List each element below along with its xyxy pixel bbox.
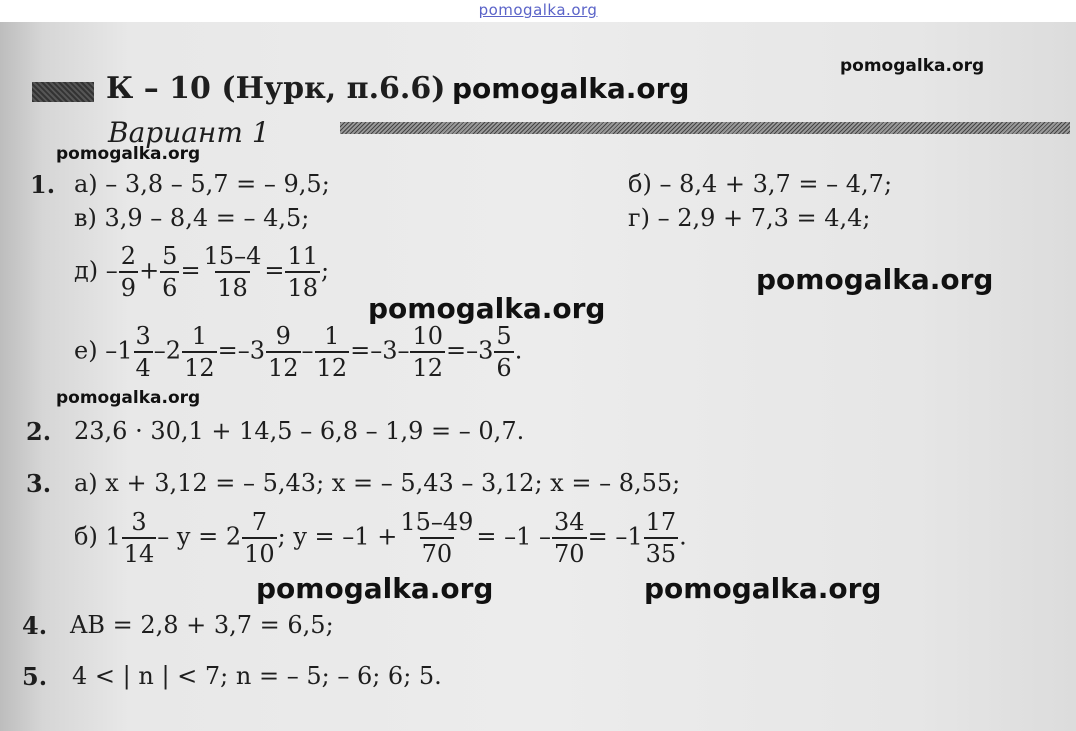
operator: = — [264, 256, 285, 285]
fraction — [398, 510, 475, 566]
denominator: 6 — [160, 271, 179, 300]
numerator: 5 — [496, 322, 512, 350]
fraction — [182, 324, 217, 380]
watermark: pomogalka.org — [56, 388, 201, 408]
numerator: 7 — [251, 508, 268, 536]
fraction — [202, 244, 264, 300]
denominator: 18 — [215, 271, 250, 300]
operator: – y = 2 — [157, 522, 242, 551]
fraction — [644, 510, 679, 566]
denominator: 70 — [420, 537, 455, 566]
equation-label: б) — [74, 522, 98, 551]
fraction — [134, 324, 153, 380]
operator: =–3 — [217, 336, 265, 365]
fraction — [119, 244, 138, 300]
problem-number: 4. — [22, 611, 48, 640]
operator: ; y = –1 + — [277, 522, 398, 551]
fraction — [410, 324, 445, 380]
numerator: 1 — [324, 322, 340, 350]
header-rule — [340, 122, 1070, 134]
watermark: pomogalka.org — [840, 56, 985, 76]
punctuation: ; — [321, 256, 330, 285]
operator: + — [139, 256, 160, 285]
numerator: 5 — [162, 242, 178, 270]
fraction — [122, 510, 157, 566]
denominator: 18 — [285, 271, 320, 300]
operator: = –1 – — [476, 522, 552, 551]
fraction — [315, 324, 350, 380]
equation-e — [74, 324, 522, 380]
problem-number: 3. — [26, 469, 52, 498]
equation-g: г) – 2,9 + 7,3 = 4,4; — [628, 204, 871, 232]
numerator: 1 — [191, 322, 207, 350]
watermark: pomogalka.org — [256, 572, 494, 605]
operator: – — [301, 336, 314, 365]
equation-d — [74, 244, 329, 300]
denominator: 14 — [122, 537, 157, 566]
watermark: pomogalka.org — [56, 144, 201, 164]
equation-a: а) – 3,8 – 5,7 = – 9,5; — [74, 170, 330, 198]
numerator: 3 — [135, 322, 151, 350]
page-title: К – 10 (Нурк, п.6.6) — [106, 71, 446, 106]
denominator: 9 — [119, 271, 138, 300]
watermark: pomogalka.org — [644, 572, 882, 605]
numerator: 2 — [120, 242, 137, 270]
fraction — [552, 510, 587, 566]
header-marker — [32, 82, 94, 102]
watermark: pomogalka.org — [368, 292, 606, 325]
equation-v: в) 3,9 – 8,4 = – 4,5; — [74, 204, 310, 232]
denominator: 12 — [182, 351, 217, 380]
problem-number: 2. — [26, 417, 52, 446]
operator: =–3– — [350, 336, 410, 365]
equation-2: 23,6 · 30,1 + 14,5 – 6,8 – 1,9 = – 0,7. — [74, 417, 525, 445]
fraction — [160, 244, 179, 300]
watermark: pomogalka.org — [756, 263, 994, 296]
denominator: 12 — [266, 351, 301, 380]
equation-label: д) — [74, 256, 99, 285]
problem-number: 5. — [22, 662, 48, 691]
denominator: 70 — [552, 537, 587, 566]
punctuation: . — [514, 336, 523, 365]
equation-4: AB = 2,8 + 3,7 = 6,5; — [70, 611, 334, 639]
operator: – — [105, 256, 118, 285]
numerator: 34 — [554, 508, 585, 536]
fraction — [494, 324, 513, 380]
numerator: 15–49 — [400, 508, 474, 536]
operator: –2 — [153, 336, 182, 365]
equation-label: е) — [74, 336, 98, 365]
whole-part: 1 — [105, 522, 121, 551]
denominator: 6 — [494, 351, 513, 380]
watermark: pomogalka.org — [452, 72, 690, 105]
operator: = –1 — [587, 522, 643, 551]
equation-b: б) – 8,4 + 3,7 = – 4,7; — [628, 170, 893, 198]
equation-3b — [74, 510, 687, 566]
equation-5: 4 < | n | < 7; n = – 5; – 6; 6; 5. — [72, 662, 442, 690]
top-site-link[interactable]: pomogalka.org — [478, 1, 598, 19]
scanned-page — [0, 22, 1076, 731]
operator: = — [180, 256, 201, 285]
equation-3a: а) x + 3,12 = – 5,43; x = – 5,43 – 3,12; x = – 8,55; — [74, 469, 681, 497]
fraction — [285, 244, 320, 300]
numerator: 15–4 — [203, 242, 262, 270]
denominator: 12 — [315, 351, 350, 380]
denominator: 12 — [410, 351, 445, 380]
denominator: 35 — [644, 537, 679, 566]
numerator: 9 — [275, 322, 291, 350]
problem-number: 1. — [30, 170, 56, 199]
numerator: 3 — [131, 508, 147, 536]
variant-subtitle: Вариант 1 — [108, 116, 270, 149]
denominator: 4 — [134, 351, 153, 380]
fraction — [242, 510, 277, 566]
whole-part: –1 — [105, 336, 133, 365]
operator: =–3 — [446, 336, 494, 365]
fraction — [266, 324, 301, 380]
denominator: 10 — [242, 537, 277, 566]
numerator: 11 — [287, 242, 319, 270]
numerator: 17 — [645, 508, 677, 536]
punctuation: . — [679, 522, 687, 551]
numerator: 10 — [412, 322, 444, 350]
